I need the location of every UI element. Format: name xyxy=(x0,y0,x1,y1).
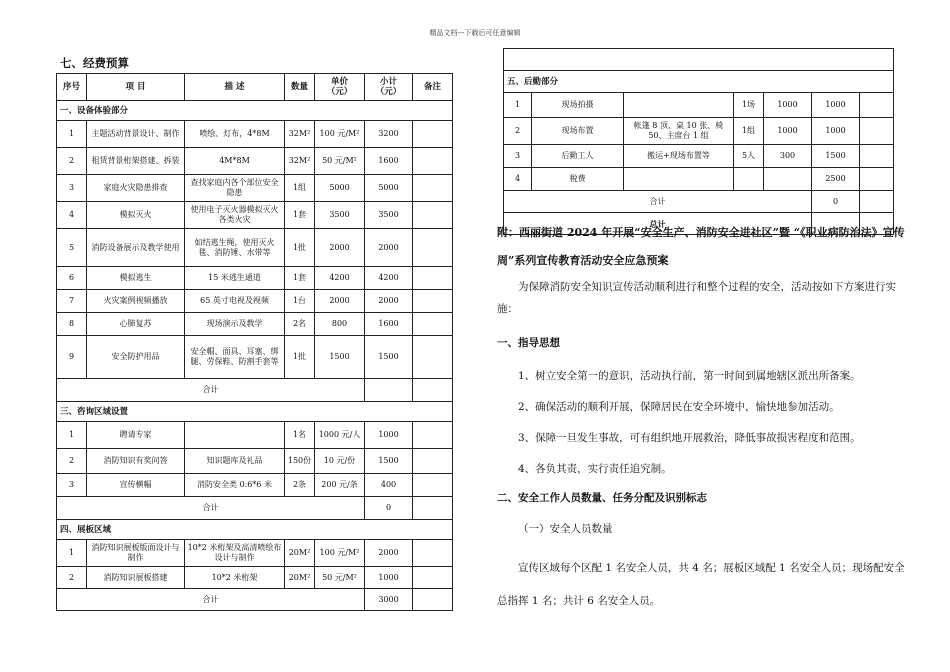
cell xyxy=(860,118,894,145)
cell: 3 xyxy=(57,474,87,497)
cell: 消防知识有奖问答 xyxy=(87,449,185,474)
table-header-row xyxy=(57,74,453,101)
table-row xyxy=(57,449,453,474)
table-row xyxy=(504,168,894,191)
group-title: 五、后勤部分 xyxy=(504,71,894,93)
cell: 2条 xyxy=(285,474,315,497)
cell: 安全防护用品 xyxy=(87,336,185,379)
cell xyxy=(734,168,764,191)
group-title: 四、展板区域 xyxy=(57,520,453,540)
cell: 200 元/条 xyxy=(315,474,365,497)
table-row xyxy=(504,145,894,168)
cell xyxy=(764,168,812,191)
cell: 安全帽、面具、耳塞、绑腿、劳保鞋、防割手套等 xyxy=(185,336,285,379)
cell xyxy=(413,589,453,611)
cell: 2名 xyxy=(285,313,315,336)
staff-paragraph: 宣传区域每个区配 1 名安全人员，共 4 名；展板区域配 1 名安全人员；现场配安全总指挥 1 名；共计 6 名安全人员。 xyxy=(497,562,905,607)
cell: 后勤工人 xyxy=(532,145,624,168)
guide-item: 4、各负其责，实行责任追究制。 xyxy=(518,463,672,475)
cell: 1组 xyxy=(734,118,764,145)
cell xyxy=(860,145,894,168)
col-header: 小计 （元） xyxy=(365,74,413,101)
cell: 1批 xyxy=(285,229,315,267)
cell: 1500 xyxy=(812,145,860,168)
empty-top-row xyxy=(504,49,894,71)
cell: 4 xyxy=(57,202,87,229)
cell: 现场布置 xyxy=(532,118,624,145)
cell: 4M*8M xyxy=(185,148,285,175)
cell: 3 xyxy=(504,145,532,168)
cell: 1000 xyxy=(764,93,812,118)
cell xyxy=(413,229,453,267)
cell xyxy=(413,567,453,589)
cell: 5 xyxy=(57,229,87,267)
cell: 2 xyxy=(57,567,87,589)
cell: 100 元/M² xyxy=(315,121,365,148)
cell: 32M² xyxy=(285,148,315,175)
total-label: 总计 xyxy=(504,213,812,235)
appendix-title: 附：西丽街道 2024 年开展“安全生产、消防安全进社区”暨 “《职业病防治法》宣传周”系列宣传教育活动安全应急预案 xyxy=(497,226,905,267)
cell xyxy=(413,474,453,497)
logistics-table xyxy=(503,48,894,235)
cell xyxy=(413,379,453,402)
cell: 查找家庭内各个部位安全隐患 xyxy=(185,175,285,202)
subtotal-row xyxy=(57,589,453,611)
cell xyxy=(413,449,453,474)
cell xyxy=(413,336,453,379)
subtotal-row xyxy=(504,191,894,213)
subtotal-label: 合计 xyxy=(57,589,365,611)
cell: 400 xyxy=(365,474,413,497)
cell: 如结逃生绳，使用灭火毯、消防锤、水带等 xyxy=(185,229,285,267)
cell: 1台 xyxy=(285,290,315,313)
col-header: 单价 （元） xyxy=(315,74,365,101)
cell xyxy=(413,175,453,202)
cell: 1组 xyxy=(285,175,315,202)
cell: 主题活动背景设计、制作 xyxy=(87,121,185,148)
table-row xyxy=(57,121,453,148)
subtotal-value: 0 xyxy=(812,191,860,213)
cell: 20M² xyxy=(285,567,315,589)
cell: 5000 xyxy=(365,175,413,202)
col-header: 项 目 xyxy=(87,74,185,101)
cell: 2000 xyxy=(365,229,413,267)
cell: 2000 xyxy=(365,290,413,313)
cell: 10 元/份 xyxy=(315,449,365,474)
cell: 1500 xyxy=(365,336,413,379)
cell: 10*2 米桁架及高清喷绘布设计与制作 xyxy=(185,540,285,567)
cell: 65 英寸电视及视频 xyxy=(185,290,285,313)
cell: 1500 xyxy=(315,336,365,379)
cell xyxy=(413,497,453,520)
subtotal-value: 3000 xyxy=(365,589,413,611)
cell: 聘请专家 xyxy=(87,422,185,449)
cell xyxy=(624,93,734,118)
cell xyxy=(860,168,894,191)
cell xyxy=(413,148,453,175)
cell: 税费 xyxy=(532,168,624,191)
subtotal-value: 0 xyxy=(365,497,413,520)
subtotal-row xyxy=(57,497,453,520)
guide-item: 3、保障一旦发生事故，可有组织地开展救治，降低事故损害程度和范围。 xyxy=(518,432,861,444)
cell: 3500 xyxy=(365,202,413,229)
cell xyxy=(413,290,453,313)
cell: 15 米逃生通道 xyxy=(185,267,285,290)
cell: 1 xyxy=(504,93,532,118)
page-header-note: 精品文档---下载后可任意编辑 xyxy=(429,29,521,37)
cell: 7 xyxy=(57,290,87,313)
cell: 5000 xyxy=(315,175,365,202)
col-header: 描 述 xyxy=(185,74,285,101)
cell: 150份 xyxy=(285,449,315,474)
intro-paragraph: 为保障消防安全知识宣传活动顺利进行和整个过程的安全，活动按如下方案进行实施： xyxy=(497,281,896,315)
section-title: 七、经费预算 xyxy=(60,56,129,70)
cell: 1500 xyxy=(365,449,413,474)
subtotal-label: 合计 xyxy=(57,497,365,520)
cell: 帐篷 8 顶、桌 10 张、椅 50、主席台 1 组 xyxy=(624,118,734,145)
cell: 2000 xyxy=(365,540,413,567)
cell xyxy=(860,191,894,213)
cell: 1 xyxy=(57,121,87,148)
cell: 家庭火灾隐患排查 xyxy=(87,175,185,202)
cell: 9 xyxy=(57,336,87,379)
table-row xyxy=(57,422,453,449)
sub-heading-staff: （一）安全人员数量 xyxy=(518,523,613,535)
col-header: 数量 xyxy=(285,74,315,101)
subtotal-value xyxy=(365,379,413,402)
cell: 2 xyxy=(57,449,87,474)
cell: 100 元/M² xyxy=(315,540,365,567)
cell xyxy=(413,422,453,449)
cell: 3 xyxy=(57,175,87,202)
budget-table xyxy=(56,73,453,611)
cell: 1000 xyxy=(764,118,812,145)
table-row xyxy=(57,336,453,379)
cell xyxy=(185,422,285,449)
cell: 心肺复苏 xyxy=(87,313,185,336)
cell: 2000 xyxy=(315,290,365,313)
cell: 800 xyxy=(315,313,365,336)
cell: 4200 xyxy=(365,267,413,290)
cell: 1批 xyxy=(285,336,315,379)
cell: 1场 xyxy=(734,93,764,118)
cell: 6 xyxy=(57,267,87,290)
cell: 租赁背景桁架搭建、拆装 xyxy=(87,148,185,175)
cell: 喷绘、灯布，4*8M xyxy=(185,121,285,148)
cell: 1 xyxy=(57,422,87,449)
cell: 2500 xyxy=(812,168,860,191)
cell: 1套 xyxy=(285,267,315,290)
subtotal-row xyxy=(57,379,453,402)
cell xyxy=(624,168,734,191)
cell: 消防知识展板版面设计与制作 xyxy=(87,540,185,567)
cell: 模拟逃生 xyxy=(87,267,185,290)
cell: 1000 xyxy=(365,567,413,589)
cell: 1套 xyxy=(285,202,315,229)
table-row xyxy=(57,567,453,589)
group-title: 一、设备体验部分 xyxy=(57,101,453,121)
table-row xyxy=(504,93,894,118)
cell: 1 xyxy=(57,540,87,567)
table-row xyxy=(504,118,894,145)
cell: 模拟灭火 xyxy=(87,202,185,229)
table-row xyxy=(57,148,453,175)
table-row xyxy=(57,313,453,336)
col-header: 备注 xyxy=(413,74,453,101)
table-row xyxy=(57,202,453,229)
cell: 1名 xyxy=(285,422,315,449)
cell: 50 元/M² xyxy=(315,148,365,175)
cell: 宣传横幅 xyxy=(87,474,185,497)
cell: 1000 元/人 xyxy=(315,422,365,449)
cell: 1600 xyxy=(365,148,413,175)
cell: 搬运+现场布置等 xyxy=(624,145,734,168)
cell: 消防知识展板搭建 xyxy=(87,567,185,589)
cell: 火灾案例视频播放 xyxy=(87,290,185,313)
cell: 消防安全类 0.6*6 米 xyxy=(185,474,285,497)
heading-staff: 二、安全工作人员数量、任务分配及识别标志 xyxy=(497,492,707,504)
cell xyxy=(413,313,453,336)
cell: 1000 xyxy=(812,118,860,145)
cell: 2 xyxy=(57,148,87,175)
cell: 知识题库及礼品 xyxy=(185,449,285,474)
cell: 5人 xyxy=(734,145,764,168)
cell: 10*2 米桁架 xyxy=(185,567,285,589)
table-row xyxy=(57,290,453,313)
cell xyxy=(860,93,894,118)
cell: 32M² xyxy=(285,121,315,148)
cell: 消防设备展示及教学使用 xyxy=(87,229,185,267)
cell: 2 xyxy=(504,118,532,145)
cell: 300 xyxy=(764,145,812,168)
cell: 4200 xyxy=(315,267,365,290)
cell: 使用电子灭火器模拟灭火各类火灾 xyxy=(185,202,285,229)
cell: 4 xyxy=(504,168,532,191)
group-title: 三、咨询区域设置 xyxy=(57,402,453,422)
cell: 1000 xyxy=(812,93,860,118)
cell: 3500 xyxy=(315,202,365,229)
subtotal-label: 合计 xyxy=(504,191,812,213)
col-header: 序号 xyxy=(57,74,87,101)
cell: 现场拍摄 xyxy=(532,93,624,118)
cell: 1000 xyxy=(365,422,413,449)
table-row xyxy=(57,474,453,497)
table-row xyxy=(57,229,453,267)
cell: 1600 xyxy=(365,313,413,336)
cell: 50 元/M² xyxy=(315,567,365,589)
cell: 3200 xyxy=(365,121,413,148)
cell: 8 xyxy=(57,313,87,336)
guide-item: 2、确保活动的顺利开展，保障居民在安全环境中，愉快地参加活动。 xyxy=(518,401,840,413)
heading-guiding: 一、指导思想 xyxy=(497,337,560,349)
table-row xyxy=(57,175,453,202)
cell xyxy=(413,202,453,229)
cell: 现场演示及教学 xyxy=(185,313,285,336)
table-row xyxy=(57,267,453,290)
cell: 20M² xyxy=(285,540,315,567)
guide-item: 1、树立安全第一的意识，活动执行前，第一时间到属地辖区派出所备案。 xyxy=(518,370,861,382)
cell xyxy=(413,121,453,148)
cell: 2000 xyxy=(315,229,365,267)
cell xyxy=(413,267,453,290)
subtotal-label: 合计 xyxy=(57,379,365,402)
table-row xyxy=(57,540,453,567)
cell xyxy=(413,540,453,567)
